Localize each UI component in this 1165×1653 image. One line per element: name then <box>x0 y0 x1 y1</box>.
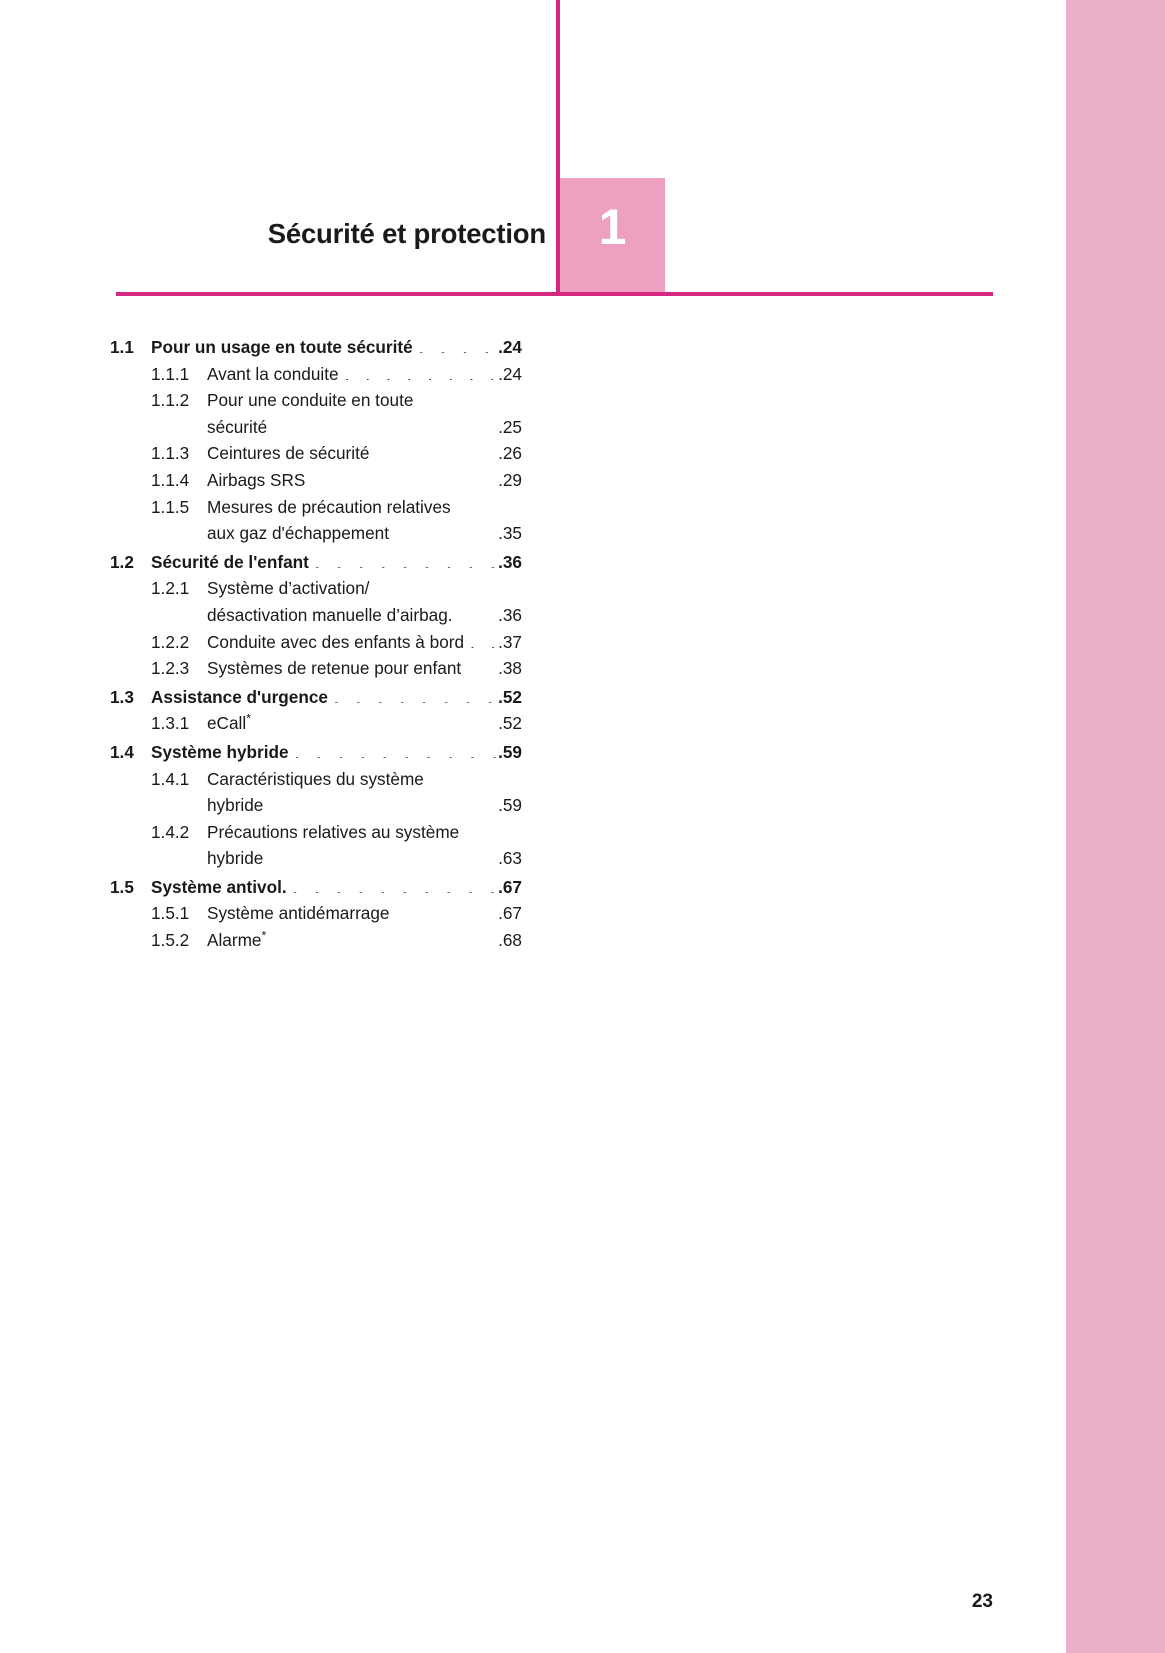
toc-entry-label <box>151 739 295 766</box>
toc-entry-label <box>207 927 272 954</box>
toc-entry-number: 1.2.2 <box>151 631 190 652</box>
toc-entry-page-number: . 68 <box>497 927 522 954</box>
footnote-asterisk: * <box>246 711 251 726</box>
table-of-contents <box>110 332 570 954</box>
toc-entry-label <box>207 629 470 656</box>
toc-entry-label-text: Système antivol. <box>151 876 287 897</box>
toc-entry-number: 1.2.3 <box>151 658 190 679</box>
toc-entry-page-number: . 24 <box>497 361 522 388</box>
toc-entry-label <box>151 684 334 711</box>
toc-entry-label-text: eCall <box>207 713 247 734</box>
toc-entry-label-text: Précautions relatives au système <box>207 821 460 842</box>
toc-entry-label-text: désactivation manuelle d’airbag. <box>207 604 453 625</box>
toc-dot-leader <box>269 794 497 811</box>
toc-dot-leader <box>375 577 521 594</box>
toc-subsection-row[interactable] <box>110 467 522 494</box>
toc-section-row[interactable] <box>110 874 522 901</box>
toc-entry-label-text: Ceintures de sécurité <box>207 443 370 464</box>
toc-entry-number: 1.3 <box>110 686 134 707</box>
toc-entry-label <box>207 414 273 441</box>
toc-entry-page-number: . 67 <box>497 900 522 927</box>
toc-dot-leader <box>334 686 497 703</box>
toc-entry-page-number: . 29 <box>497 467 522 494</box>
toc-entry-page-number: . 52 <box>497 710 522 737</box>
toc-entry-label <box>207 494 457 521</box>
toc-entry-page-number: . 36 <box>497 602 522 629</box>
toc-entry-label-text: Mesures de précaution relatives <box>207 496 451 517</box>
footnote-asterisk: * <box>261 928 267 943</box>
toc-dot-leader <box>345 362 498 379</box>
toc-subsection-row[interactable] <box>110 655 522 682</box>
toc-entry-page-number: . 59 <box>497 792 522 819</box>
toc-entry-number: 1.1.3 <box>151 443 190 464</box>
toc-subsection-row[interactable] <box>110 766 522 793</box>
toc-dot-leader <box>467 657 497 674</box>
toc-entry-label <box>207 845 269 872</box>
toc-entry-label <box>207 900 395 927</box>
toc-entry-page-number: . 38 <box>497 655 522 682</box>
chapter-number-label: 1 <box>598 199 627 255</box>
toc-entry-number: 1.4 <box>110 741 134 762</box>
toc-subsection-row[interactable] <box>110 440 522 467</box>
toc-entry-label-text: Conduite avec des enfants à bord <box>207 631 465 652</box>
toc-entry-label-text: Alarme <box>207 930 262 951</box>
toc-entry-label <box>207 387 419 414</box>
toc-subsection-row[interactable] <box>110 575 522 602</box>
toc-subsection-row[interactable] <box>110 845 522 872</box>
toc-dot-leader <box>470 630 497 647</box>
toc-entry-label-text: Pour un usage en toute sécurité <box>151 337 413 357</box>
toc-entry-label <box>207 766 430 793</box>
toc-dot-leader <box>272 929 497 946</box>
toc-entry-label-text: Système antidémarrage <box>207 903 390 924</box>
toc-entry-label <box>151 549 315 576</box>
toc-dot-leader <box>419 389 521 406</box>
toc-entry-label-text: Systèmes de retenue pour enfant <box>207 658 462 679</box>
chapter-number-badge <box>560 178 665 294</box>
toc-dot-leader <box>311 469 497 486</box>
toc-entry-label <box>207 440 375 467</box>
toc-dot-leader <box>430 767 521 784</box>
toc-entry-label-text: Assistance d'urgence <box>151 686 328 707</box>
toc-subsection-row[interactable] <box>110 927 522 954</box>
toc-entry-label-text: hybride <box>207 795 264 816</box>
toc-entry-label <box>207 655 467 682</box>
toc-entry-page-number: . 26 <box>497 440 522 467</box>
toc-entry-label-text: hybride <box>207 848 264 869</box>
toc-subsection-row[interactable] <box>110 602 522 629</box>
toc-entry-number: 1.5 <box>110 876 134 897</box>
toc-dot-leader <box>295 741 498 758</box>
toc-entry-label <box>207 575 375 602</box>
toc-dot-leader <box>315 551 497 568</box>
toc-entry-number: 1.1.4 <box>151 469 190 490</box>
toc-subsection-row[interactable] <box>110 710 522 737</box>
toc-dot-leader <box>419 336 497 353</box>
chapter-edge-tab <box>1066 0 1165 1653</box>
toc-entry-page-number: . 37 <box>497 629 522 656</box>
toc-entry-number: 1.3.1 <box>151 713 190 734</box>
toc-dot-leader <box>395 902 497 919</box>
toc-entry-label-text: Pour une conduite en toute <box>207 390 414 411</box>
toc-entry-page-number: . 24 <box>497 334 522 361</box>
toc-entry-page-number: . 25 <box>497 414 522 441</box>
toc-entry-number: 1.5.2 <box>151 930 190 951</box>
toc-subsection-row[interactable] <box>110 494 522 521</box>
toc-subsection-row[interactable] <box>110 414 522 441</box>
toc-subsection-row[interactable] <box>110 819 522 846</box>
toc-section-row[interactable] <box>110 739 522 766</box>
toc-entry-page-number: . 36 <box>497 549 522 576</box>
toc-entry-number: 1.1 <box>110 337 134 357</box>
toc-section-row[interactable] <box>110 549 522 576</box>
header-horizontal-rule <box>116 292 993 296</box>
toc-entry-label-text: Airbags SRS <box>207 469 306 490</box>
toc-entry-label-text: Sécurité de l'enfant <box>151 551 309 572</box>
toc-subsection-row[interactable] <box>110 387 522 414</box>
toc-entry-number: 1.5.1 <box>151 903 190 924</box>
toc-dot-leader <box>459 604 498 621</box>
toc-section-row[interactable] <box>110 334 522 361</box>
toc-entry-label-text: sécurité <box>207 416 268 437</box>
toc-entry-page-number: . 67 <box>497 874 522 901</box>
toc-entry-number: 1.2.1 <box>151 578 190 599</box>
toc-entry-number: 1.4.2 <box>151 821 190 842</box>
toc-entry-label <box>207 792 269 819</box>
toc-dot-leader <box>457 495 521 512</box>
toc-dot-leader <box>257 712 497 729</box>
toc-subsection-row[interactable] <box>110 520 522 547</box>
toc-subsection-row[interactable] <box>110 361 522 388</box>
toc-entry-label <box>207 602 459 629</box>
toc-subsection-row[interactable] <box>110 629 522 656</box>
toc-dot-leader <box>375 442 497 459</box>
toc-dot-leader <box>465 821 521 838</box>
toc-entry-label-text: aux gaz d'échappement <box>207 523 389 544</box>
toc-entry-label-text: Système hybride <box>151 741 289 762</box>
toc-dot-leader <box>269 847 497 864</box>
toc-section-row[interactable] <box>110 684 522 711</box>
toc-dot-leader <box>273 416 497 433</box>
toc-entry-label <box>207 361 345 388</box>
toc-entry-label <box>151 334 419 361</box>
toc-entry-number: 1.1.5 <box>151 496 190 517</box>
toc-entry-page-number: . 52 <box>497 684 522 711</box>
toc-entry-page-number: . 59 <box>497 739 522 766</box>
toc-entry-page-number: . 63 <box>497 845 522 872</box>
toc-subsection-row[interactable] <box>110 792 522 819</box>
toc-entry-number: 1.1.2 <box>151 390 190 411</box>
toc-entry-label-text: Caractéristiques du système <box>207 768 424 789</box>
toc-subsection-row[interactable] <box>110 900 522 927</box>
toc-dot-leader <box>293 876 497 893</box>
page-number: 23 <box>971 1591 993 1612</box>
toc-entry-label <box>207 467 311 494</box>
toc-entry-number: 1.1.1 <box>151 363 190 384</box>
page-title: Sécurité et protection <box>267 218 546 249</box>
toc-entry-number: 1.4.1 <box>151 768 190 789</box>
toc-entry-label <box>207 520 395 547</box>
toc-entry-number: 1.2 <box>110 551 134 572</box>
toc-entry-label <box>207 819 465 846</box>
toc-entry-page-number: . 35 <box>497 520 522 547</box>
toc-entry-label <box>151 874 293 901</box>
toc-entry-label <box>207 710 257 737</box>
toc-dot-leader <box>395 522 497 539</box>
toc-entry-label-text: Système d’activation/ <box>207 578 370 599</box>
toc-entry-label-text: Avant la conduite <box>207 363 339 384</box>
